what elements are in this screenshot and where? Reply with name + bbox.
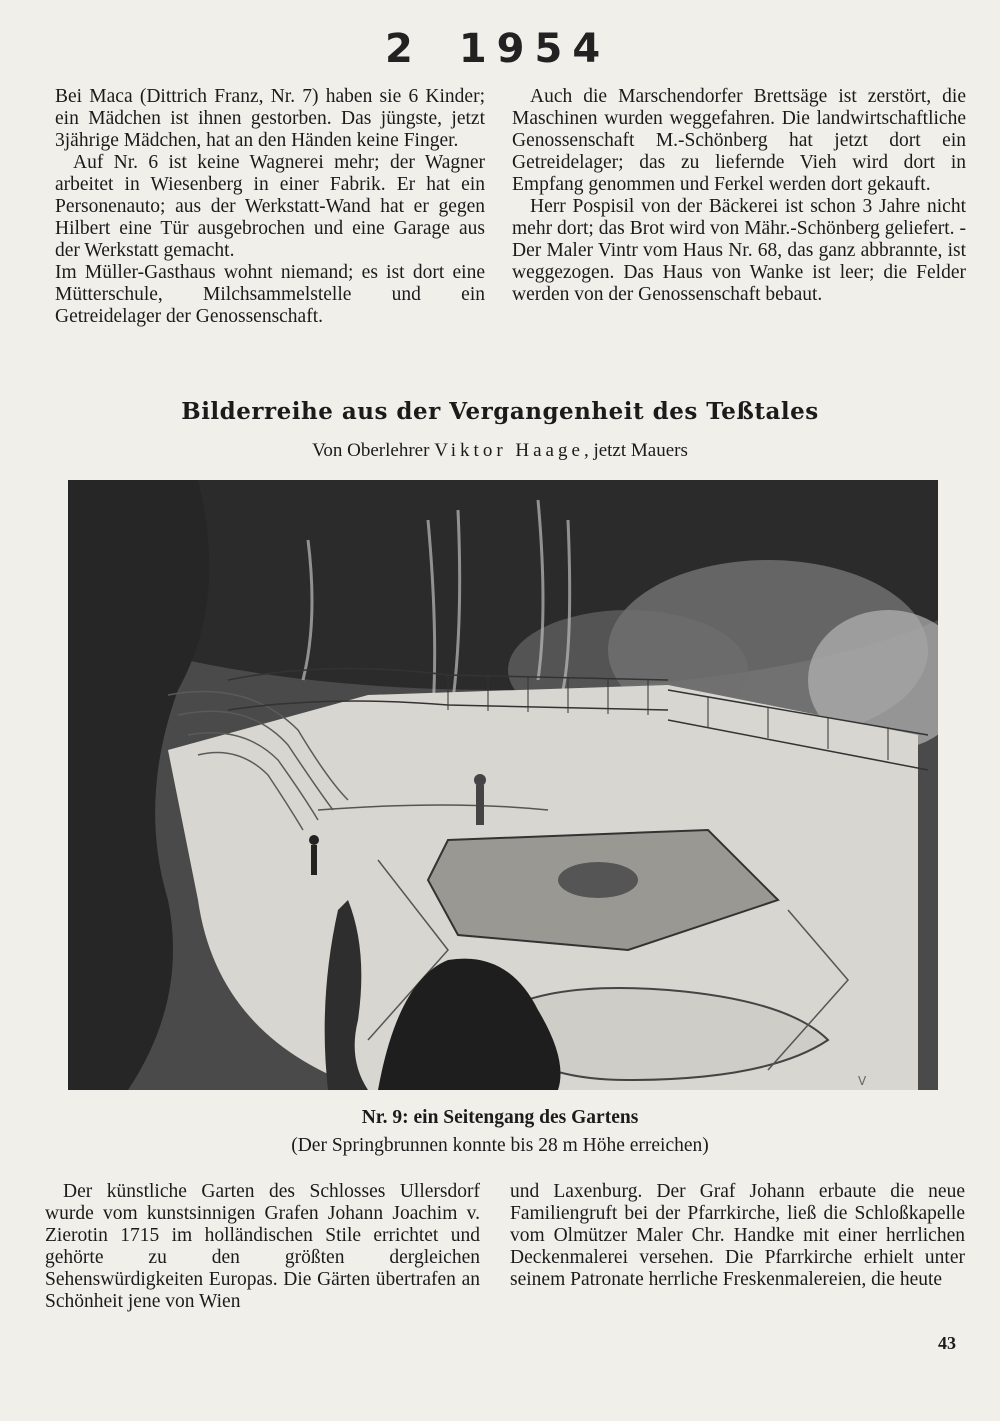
column-top-left xyxy=(55,86,485,328)
column-bottom-right xyxy=(510,1181,965,1291)
artist-signature: V xyxy=(858,1074,867,1088)
fountain-center xyxy=(558,862,638,898)
byline-suffix: , jetzt Mauers xyxy=(583,440,688,461)
column-bottom-left xyxy=(45,1181,480,1313)
figure-caption-title: Nr. 9: ein Seitengang des Gartens xyxy=(361,1107,639,1128)
byline-prefix: Von Oberlehrer xyxy=(312,440,430,461)
paragraph: und Laxenburg. Der Graf Johann erbaute die neue Familiengruft bei der Pfarrkirche, ließ die Schloßkapelle vom Olmützer Maler Chr. Handke mit einer herrlichen Deckenmalerei versehen. Die Pfarrkirche erhielt unter seinem Patronate herrliche Freskenmalereien, die heute xyxy=(510,1181,965,1290)
paragraph: Auf Nr. 6 ist keine Wagnerei mehr; der Wagner arbeitet in Wiesenberg in einer Fabrik. Er hat ein Personenauto; aus der Werkstatt-Wand hat er gegen Hilbert eine Tür ausgebrochen und eine Garage aus der Werkstatt gemacht. xyxy=(55,152,485,261)
article-headline: Bilderreihe aus der Vergangenheit des Teßtales xyxy=(181,398,819,425)
column-top-right xyxy=(512,86,966,306)
paragraph: Bei Maca (Dittrich Franz, Nr. 7) haben sie 6 Kinder; ein Mädchen ist ihnen gestorben. Das jüngste, jetzt 3jährige Mädchen, hat an den Händen keine Finger. xyxy=(55,86,485,151)
article-byline xyxy=(0,440,1000,462)
garden-illustration xyxy=(68,480,938,1090)
paragraph: Herr Pospisil von der Bäckerei ist schon 3 Jahre nicht mehr dort; das Brot wird von Mähr.-Schönberg geliefert. - Der Maler Vintr vom Haus Nr. 68, das ganz abbrannte, ist weggezogen. Das Haus von Wanke ist leer; die Felder werden von der Genossenschaft bebaut. xyxy=(512,196,966,305)
paragraph: Der künstliche Garten des Schlosses Ullersdorf wurde vom kunstsinnigen Grafen Johann Joachim v. Zierotin 1715 im holländischen Stile errichtet und gehörte zu den größten dergleichen Sehenswürdigkeiten Europas. Die Gärten übertrafen an Schönheit jene von Wien xyxy=(45,1181,480,1312)
issue-number: 2 xyxy=(385,26,419,72)
figure-caption-subtitle: (Der Springbrunnen konnte bis 28 m Höhe erreichen) xyxy=(291,1135,709,1156)
byline-author: Viktor Haage xyxy=(434,440,584,461)
garden-drawing xyxy=(68,480,938,1090)
paragraph: Im Müller-Gasthaus wohnt niemand; es ist dort eine Mütterschule, Milchsammelstelle und ein Getreidelager der Genossenschaft. xyxy=(55,262,485,327)
page-number: 43 xyxy=(938,1333,956,1353)
paragraph: Auch die Marschendorfer Brettsäge ist zerstört, die Maschinen wurden weggefahren. Die landwirtschaftliche Genossenschaft M.-Schönberg hat jetzt dort ein Getreidelager; das zu liefernde Vieh wird dort in Empfang genommen und Ferkel werden dort gekauft. xyxy=(512,86,966,195)
issue-year: 1954 xyxy=(458,26,611,72)
handwritten-annotation xyxy=(385,26,610,72)
